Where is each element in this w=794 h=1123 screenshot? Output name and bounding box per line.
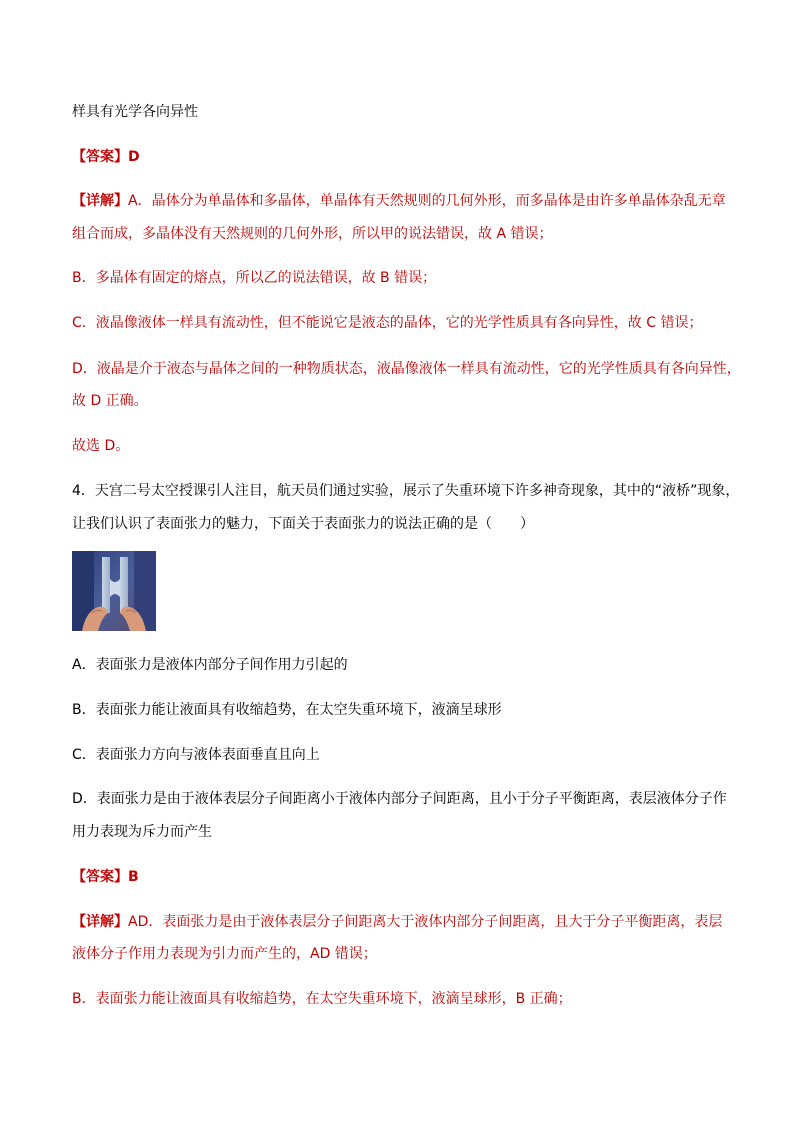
detail-line: 故选 D。 [72, 438, 130, 454]
detail-line: C．液晶像液体一样具有流动性，但不能说它是液态的晶体，它的光学性质具有各向异性，故 C 错误； [72, 315, 703, 331]
detail-line: 故 D 正确。 [72, 393, 148, 409]
option-b: B．表面张力能让液面具有收缩趋势，在太空失重环境下，液滴呈球形 [72, 702, 502, 718]
answer-line [72, 148, 140, 166]
option-d: 用力表现为斥力而产生 [72, 824, 212, 840]
detail-line: B．多晶体有固定的熔点，所以乙的说法错误，故 B 错误； [72, 270, 437, 286]
question-4-line: 让我们认识了表面张力的魅力，下面关于表面张力的说法正确的是（ ） [72, 516, 534, 532]
text-line: 样具有光学各向异性 [72, 104, 198, 120]
answer-tag: 【答案】 [72, 149, 128, 165]
liquid-bridge-illustration [72, 551, 156, 631]
answer-value: D [128, 149, 140, 165]
answer-tag: 【答案】 [72, 869, 128, 885]
detail-line: 【详解】AD．表面张力是由于液体表层分子间距离大于液体内部分子间距离，且大于分子平衡距离，表层 [72, 914, 723, 930]
question-4-line: 4．天宫二号太空授课引人注目，航天员们通过实验，展示了失重环境下许多神奇现象，其中的“液桥”现象， [72, 483, 740, 499]
detail-line: D．液晶是介于液态与晶体之间的一种物质状态，液晶像液体一样具有流动性，它的光学性质具有各向异性， [72, 361, 741, 377]
detail-line: B．表面张力能让液面具有收缩趋势，在太空失重环境下，液滴呈球形，B 正确； [72, 991, 572, 1007]
detail-tag: 【详解】 [72, 193, 128, 209]
liquid-bridge-photo [72, 551, 156, 631]
option-d: D．表面张力是由于液体表层分子间距离小于液体内部分子间距离，且小于分子平衡距离，表层液体分子作 [72, 791, 727, 807]
detail-line: 组合而成，多晶体没有天然规则的几何外形，所以甲的说法错误，故 A 错误； [72, 226, 553, 242]
option-a: A．表面张力是液体内部分子间作用力引起的 [72, 657, 348, 673]
option-c: C．表面张力方向与液体表面垂直且向上 [72, 747, 320, 763]
detail-tag: 【详解】 [72, 914, 128, 930]
detail-line: 【详解】A．晶体分为单晶体和多晶体，单晶体有天然规则的几何外形，而多晶体是由许多单晶体杂乱无章 [72, 193, 726, 209]
answer-line [72, 868, 139, 886]
detail-line: 液体分子作用力表现为引力而产生的，AD 错误； [72, 946, 377, 962]
answer-value: B [128, 869, 139, 885]
